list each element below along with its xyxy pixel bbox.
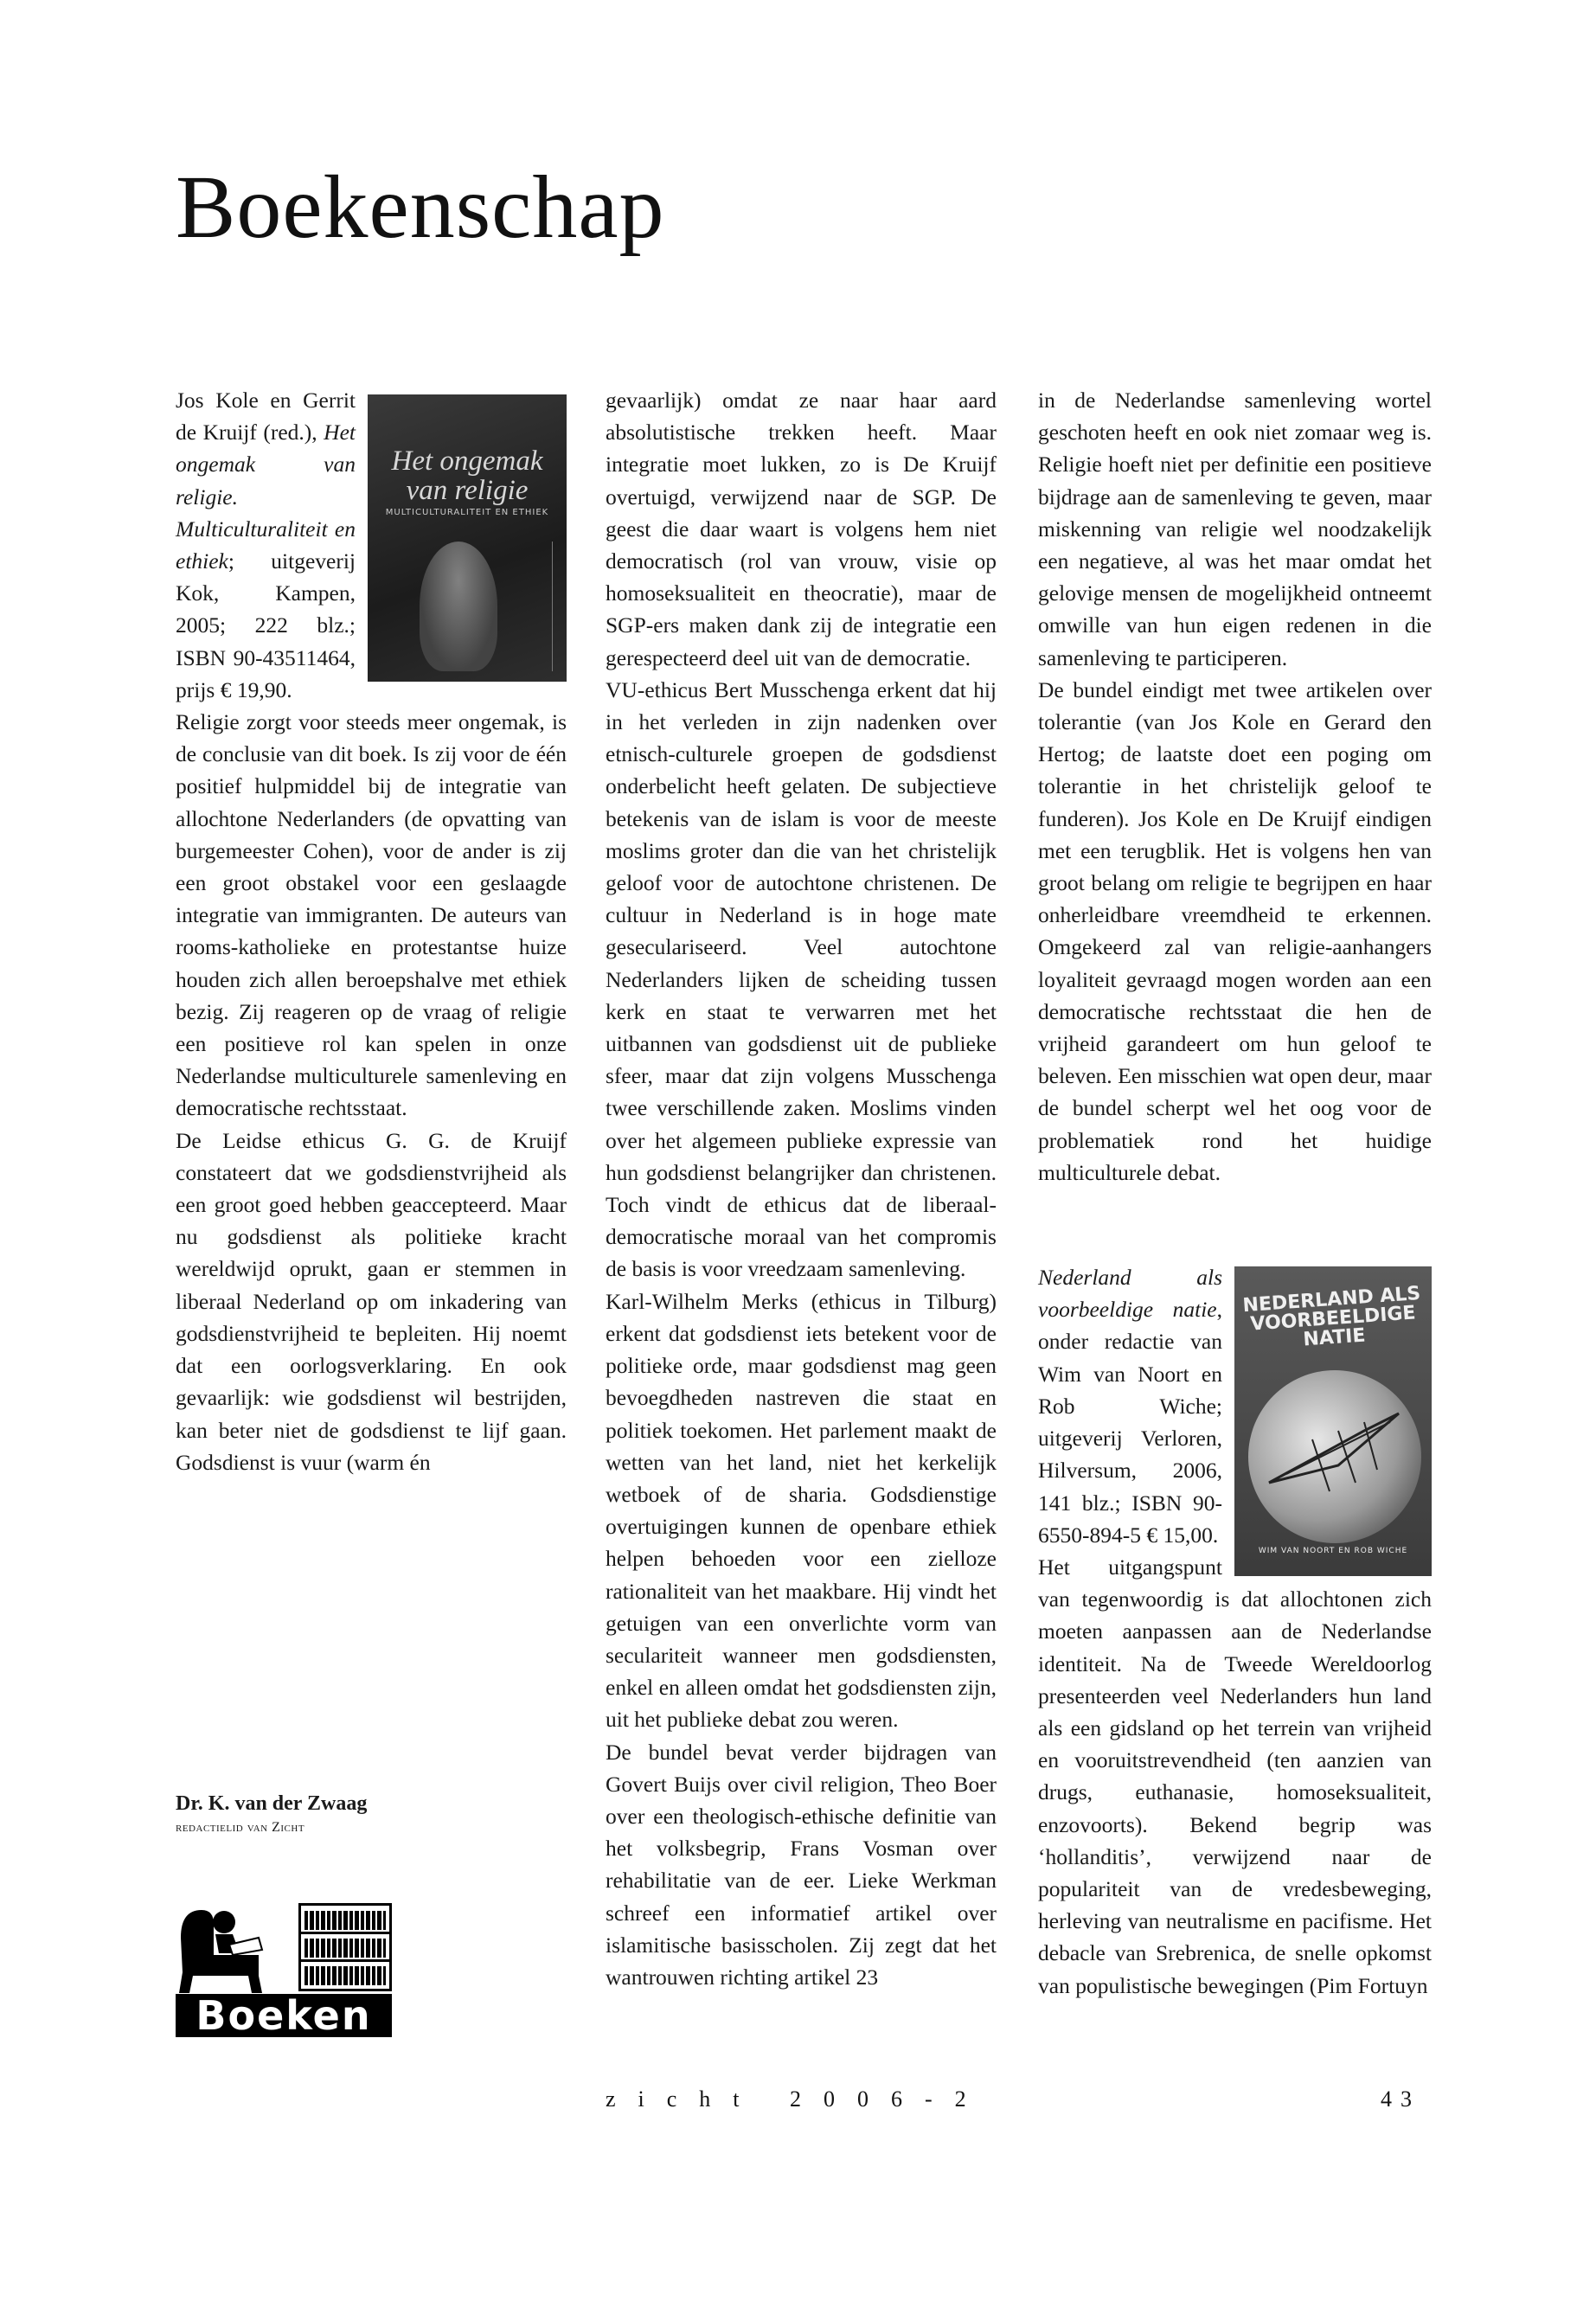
bookshelf-icon <box>298 1903 392 1991</box>
review-paragraph: De bundel bevat verder bijdragen van Govert Buijs over civil religion, Theo Boer over een theologisch-ethische definitie van het volksbegrip, Frans Vosman over rehabilitatie van de eer. Lieke Werkman schreef een informatief artikel over islamitische basisscholen. Zij zegt dat het wantrouwen richting artikel 23 <box>606 1739 997 1990</box>
citation-text: Jos Kole en Gerrit de Kruijf (red.), <box>176 388 356 445</box>
review-paragraph: in de Nederlandse samenleving wortel geschoten heeft en ook niet zomaar weg is. Religie hoeft niet per definitie een positieve bijdrage aan de samenleving te geven, maar miskenning van religie wel noodzakelijk een negatieve, al was het maar omdat het gelovige mensen de mogelijkheid ontneemt omwille van hun eigen redenen in die samenleving te participeren. <box>1038 388 1432 670</box>
page-number: 43 <box>1381 2086 1420 2112</box>
footer-journal: zicht 2006-2 <box>606 2086 989 2112</box>
boeken-logo <box>176 1903 392 2037</box>
citation-text: , onder redactie van Wim van Noort en Rob Wiche; uitgeverij Verloren, Hilversum, 2006, 141 blz.; ISBN 90-6550-894-5 € 15,00. <box>1038 1297 1222 1548</box>
column-1 <box>176 384 567 1478</box>
praying-hands-image <box>420 542 497 671</box>
review-paragraph: gevaarlijk) omdat ze naar haar aard absolutistische trekken heeft. Maar integratie moet lukken, zo is De Kruijf overtuigd, verwijzend naar de SGP. De geest die daar waart is volgens hem niet democratisch (rol van vrouw, visie op homoseksualiteit en theocratie), maar de SGP-ers maken dank zij de integratie een gerespecteerd deel uit van de democratie. <box>606 388 997 670</box>
column-2 <box>606 384 997 1993</box>
book-title: Nederland als voorbeeldige natie <box>1038 1265 1222 1323</box>
column-3 <box>1038 384 1432 2002</box>
cover-spine-line <box>552 542 561 671</box>
cover-footer: WIM VAN NOORT EN ROB WICHE <box>1258 1546 1408 1555</box>
author-name: Dr. K. van der Zwaag <box>176 1792 368 1815</box>
reader-in-chair-icon <box>176 1903 279 1997</box>
citation-text: ; uitgeverij Kok, Kampen, 2005; 222 blz.; ISBN 90-43511464, prijs € 19,90. <box>176 548 356 702</box>
review-paragraph: De bundel eindigt met twee artikelen over tolerantie (van Jos Kole en Gerard den Hertog; de laatste doet een poging om tolerantie in het christelijk geloof te funderen). Jos Kole en De Kruijf eindigen met een terugblik. Het is volgens hen van groot belang om religie te begrijpen en haar onherleidbare vreemdheid te erkennen. Omgekeerd zal van religie-aanhangers loyaliteit gevraagd mogen worden aan een democratische rechtsstaat die hen de vrijheid garandeert om hun geloof te beleven. Een misschien wat open deur, maar de bundel scherpt wel het oog voor de problematiek rond het huidige multiculturele debat. <box>1038 676 1432 1185</box>
cover-title: Het ongemak van religie <box>391 445 543 506</box>
book-title: Het ongemak van religie. Multiculturaliteit en ethiek <box>176 420 356 574</box>
book-cover-nederland-als-voorbeeldige-natie <box>1234 1266 1432 1576</box>
review-paragraph: Karl-Wilhelm Merks (ethicus in Tilburg) erkent dat godsdienst iets betekent voor de politieke orde, maar godsdienst mag geen bevoegdheden nastreven die staat en politiek toekomen. Het parlement maakt de wetten van het land, niet het kerkelijk wetboek of de sharia. Godsdienstige overtuigingen kunnen de openbare ethiek helpen behoeden voor een zielloze rationaliteit van het maakbare. Hij vindt het getuigen van een onverlichte vorm van seculariteit wanneer men godsdiensten, enkel en alleen omdat het godsdiensten zijn, uit het publieke debat zou weren. <box>606 1288 997 1733</box>
page-title: Boekenschap <box>176 157 665 257</box>
author-role: redactielid van Zicht <box>176 1820 305 1835</box>
book-cover-het-ongemak-van-religie <box>368 394 567 682</box>
review-paragraph: Religie zorgt voor steeds meer ongemak, is de conclusie van dit boek. Is zij voor de één positief hulpmiddel bij de integratie van allochtone Nederlanders (de opvatting van burgemeester Cohen), voor de ander is zij een groot obstakel voor een geslaagde integratie van immigranten. De auteurs van rooms-katholieke en protestantse huize houden zich allen beroepshalve met ethiek bezig. Zij reageren op de vraag of religie een positieve rol kan spelen in onze Nederlandse multiculturele samenleving en democratische rechtsstaat. <box>176 709 567 1121</box>
flying-machine-icon <box>1234 1266 1432 1576</box>
cover-title: NEDERLAND ALS VOORBEELDIGE NATIE <box>1241 1282 1422 1351</box>
column-spacer <box>1038 1189 1432 1261</box>
logo-label: Boeken <box>176 1994 392 2037</box>
review-paragraph: Het uitgangspunt van tegenwoordig is dat allochtonen zich moeten aanpassen aan de Nederlandse identiteit. Na de Tweede Wereldoorlog presenteerden veel Nederlanders hun land als een gidsland op het terrein van vrijheid en vooruitstrevendheid (ten aanzien van drugs, euthanasie, homoseksualiteit, enzovoorts). Bekend begrip was ‘hollanditis’, verwijzend naar de populariteit van de vredesbeweging, herleving van neutralisme en pacifisme. Het debacle van Srebrenica, de snelle opkomst van populistische bewegingen (Pim Fortuyn <box>1038 1554 1432 1998</box>
cover-subtitle: MULTICULTURALITEIT EN ETHIEK <box>385 508 549 517</box>
review-paragraph: VU-ethicus Bert Musschenga erkent dat hij in het verleden in zijn nadenken over etnisch-culturele groepen de godsdienst onderbelicht heeft gelaten. De subjectieve betekenis van de islam is voor de meeste moslims groter dan die van het christelijk geloof voor de autochtone christenen. De cultuur in Nederland is in hoge mate geseculariseerd. Veel autochtone Nederlanders lijken de scheiding tussen kerk en staat te verwarren met het uitbannen van godsdienst uit de publieke sfeer, maar dat zijn volgens Musschenga twee verschillende zaken. Moslims vinden over het algemeen publieke expressie van hun godsdienst belangrijker dan christenen. Toch vindt de ethicus dat de liberaal-democratische moraal van het compromis de basis is voor vreedzaam samenleving. <box>606 676 997 1282</box>
review-paragraph: De Leidse ethicus G. G. de Kruijf constateert dat we godsdienstvrijheid als een groot goed hebben geaccepteerd. Maar nu godsdienst als politieke kracht wereldwijd oprukt, gaan er stemmen in liberaal Nederland op om inkadering van godsdienstvrijheid te bepleiten. Hij noemt dat een oorlogsverklaring. En ook gevaarlijk: wie godsdienst wil bestrijden, kan beter niet de godsdienst te lijf gaan. Godsdienst is vuur (warm én <box>176 1127 567 1475</box>
